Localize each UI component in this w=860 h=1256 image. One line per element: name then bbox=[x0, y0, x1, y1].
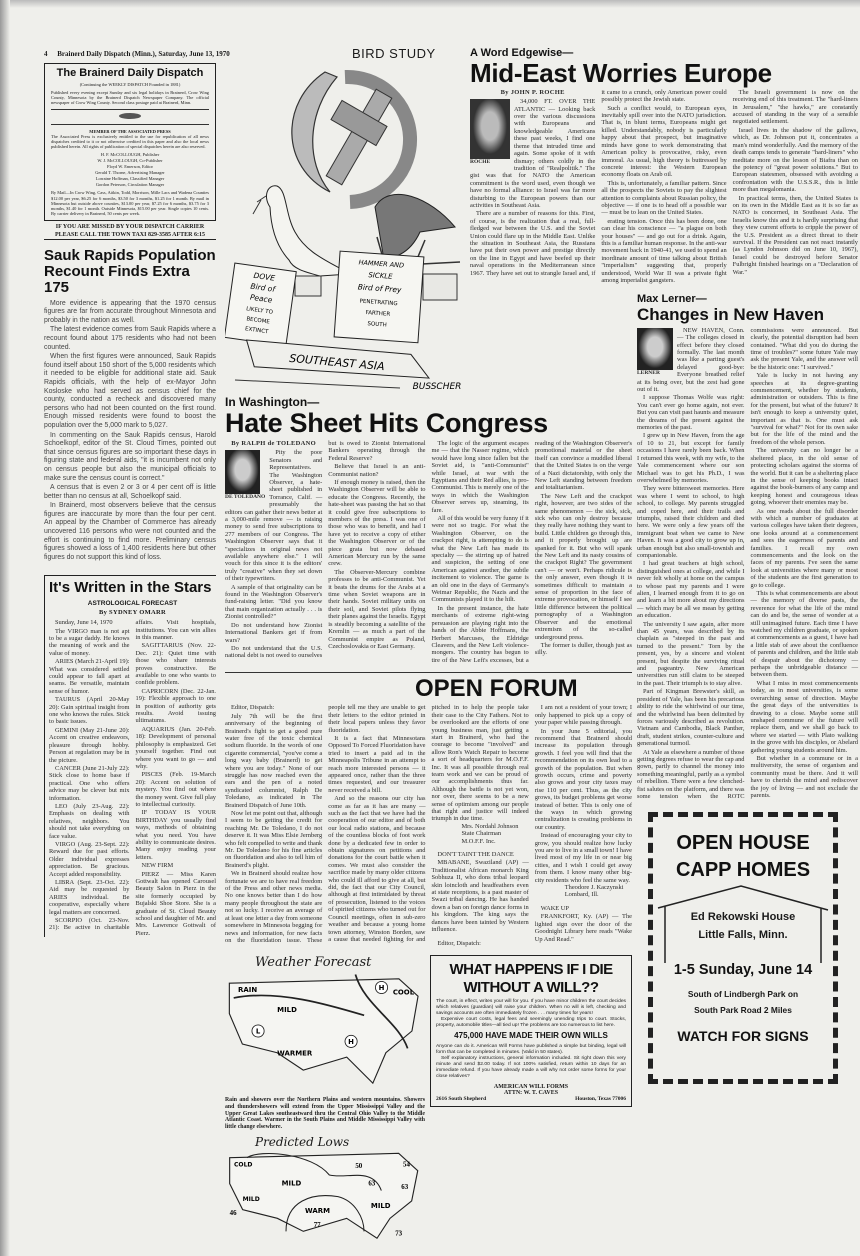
watch-for-signs: WATCH FOR SIGNS bbox=[677, 1027, 809, 1044]
open-house-line-2: CAPP HOMES bbox=[675, 859, 811, 882]
paragraph: GEMINI (May 21-June 20): Accent on creative endeavors, pleasure through hobby. Person at regulation may be in the picture. bbox=[49, 726, 130, 764]
hawk-sign-line: FARTHER bbox=[365, 310, 391, 318]
carrier-notice bbox=[44, 223, 216, 240]
paragraph: PIERZ — Miss Karen Gottwalt has opened Carousel Beauty Salon in Pierz in the site formerly occupied by Bujalski Shoe Store. She is a graduate of St. Cloud Beauty school and daughter of Mr. and Mrs. Lawrence Gottwalt of Pierz. bbox=[135, 870, 216, 937]
lows-label: COLD bbox=[234, 1161, 253, 1169]
paragraph: I am not a resident of your town; I only happened to pick up a copy of your paper while passing through. bbox=[534, 704, 632, 727]
will-headline-2: WITHOUT A WILL?? bbox=[463, 978, 599, 996]
olive-branch-shape bbox=[253, 196, 266, 214]
paragraph: SAGITTARIUS (Nov. 22-Dec. 21): Quiet time with those who share interests proves constructive. Be available to one who wants to confide problem. bbox=[135, 642, 216, 687]
open-house-date: 1-5 Sunday, June 14 bbox=[673, 962, 813, 979]
low-temp: 63 bbox=[368, 1180, 376, 1188]
staff-line: Lorraine Hoffman, Classified Manager bbox=[95, 176, 165, 182]
house-location: Little Falls, Minn. bbox=[698, 929, 788, 942]
paragraph: In your June 5 editorial, you recommend that Brainerd should increase its population through growth. I feel you will find that the recommendation on its own lead to a growth of the population. But when growth occurs, crime and poverty also grows and your city taxes may rise 110 per cent. Thus, as the city grows, its budget problems get worse instead of better. This is only one of the ways in which growing centralization is creating problems in our country. bbox=[534, 727, 632, 831]
editorial-cartoon bbox=[225, 62, 465, 392]
paragraph: In Brainerd, most observers believe that the census figures are inaccurate by more than the four per cent. An appeal by the Chamber of Commerce has already uncovered 116 persons who were not counted and the effort is continuing to find more. Preliminary census figures showed a loss of 1,400 residents here but other figures do not support this kind of loss. bbox=[44, 502, 216, 561]
paragraph: At Yale as elsewhere a number of those getting degrees refuse to wear the cap and gown, partly to channel the money into something meaningful, partly as a symbol of rebellion. There were a few clenched-fist salutes on the platform, and there was some tension when the ROTC commissions were announced. But clearly, the potential disruption had been contained. "What did you do during the time of troubles?" some future Yale may ask the present Yale, and the answer will be the historic one: "I survived." bbox=[637, 326, 858, 800]
low-temp: 77 bbox=[313, 1221, 321, 1229]
stars-headline: It's Written in the Stars bbox=[49, 579, 212, 597]
will-subhead: 475,000 HAVE MADE THEIR OWN WILLS bbox=[454, 1031, 608, 1041]
lows-title: Predicted Lows bbox=[255, 1134, 350, 1149]
lerner-photo-block bbox=[637, 328, 673, 376]
dove-sign-line: LIKELY TO bbox=[245, 306, 274, 316]
bottom-row bbox=[225, 955, 632, 1245]
hawk-sign-line: SOUTH bbox=[367, 321, 387, 329]
paragraph: CANCER (June 21-July 22): Stick close to home base if practical. One who offers advice may be clever but mix information. bbox=[49, 764, 130, 802]
dove-sign-line: Peace bbox=[249, 292, 273, 305]
paragraph: FRANKFORT, Ky. (AP) — The lighted sign over the door of the Goodnight Library here reads "Wake Up And Read." bbox=[534, 913, 632, 943]
forum-headline: OPEN FORUM bbox=[415, 675, 578, 703]
dove-sign-line: Bird of bbox=[249, 281, 276, 294]
roche-photo bbox=[470, 99, 510, 159]
paragraph: The VIRGO man is not apt to be a sugar daddy. He knows the meaning of work and the value of money. bbox=[49, 627, 130, 657]
map-label: MILD bbox=[277, 1005, 297, 1014]
rates: By Mail—In Crow Wing, Cass, Aitkin, Todd, Morrison, Mille Lacs and Wadena Counties $12.00 per year, $6.25 for 6 months, $3.50 for 3 months, $1.25 for 1 month. By mail in Minnesota but outside above counties, $13.00 per year, $7.25 for 6 months, $3.75 for 3 months, $1.40 for 1 month. Outside Minnesota, $15.00 per year. Single copies 10 cents. By carrier delivery in Brainerd, 50 cents per week. bbox=[51, 190, 209, 217]
paragraph: The university can no longer be a sheltered place, in the old sense of protecting scholars against the storms of the world. But it can be a sheltering place in the sense of keeping books intact against the book-burners of any camp and keeping honest and courageous ideas going, whoever their enemies may be. bbox=[750, 447, 858, 507]
sauk-headline-2: Recount Finds Extra 175 bbox=[44, 263, 190, 296]
paragraph: AQUARIUS (Jan. 20-Feb. 18): Development of personal philosophy is emphasized. Get yourself together. Find out where you want to go — and why. bbox=[135, 725, 216, 770]
lerner-body bbox=[637, 327, 858, 801]
paragraph: Believe that Israel is an anti-Communist nation? bbox=[328, 463, 426, 478]
dove-sign-line: BECOME bbox=[245, 316, 271, 326]
lows-label: MILD bbox=[370, 1201, 391, 1210]
staff-list bbox=[51, 152, 209, 188]
masthead-box bbox=[44, 63, 216, 221]
paragraph: As one reads about the full disorder with which a number of graduates at various colleges have taken their degrees, one looks around at a commencement and sees the eagerness of parents and families. I recall my own commencements and the look on the faces of my parents. I've seen the same look at universities where many or most of the students are the first generation to go to college. bbox=[750, 507, 858, 589]
mideast-body bbox=[470, 89, 858, 285]
paragraph: SCORPIO (Oct. 23-Nov. 21): Be active in charitable affairs. Visit hospitals, institutions. You can win allies in this manner. bbox=[49, 619, 216, 932]
paragraph: We in Brainerd should realize how fortunate we are to have real freedom of the Press and other news media. No one knows better than I do how many people throughout the state are not so lucky. I receive an average of at least one letter a day from someone somewhere in Minnesota begging for news and information, for new facts on the fluoridation issue. These people tell me they are unable to get their letters to the editor printed in their local papers unless they favor fluoridation. bbox=[225, 704, 426, 944]
lerner-kicker: Max Lerner— bbox=[637, 293, 707, 306]
scan-left-edge bbox=[0, 0, 10, 1256]
dove-sign-line: EXTINCT bbox=[244, 326, 269, 336]
map-label: RAIN bbox=[238, 985, 258, 994]
sauk-headline-1: Sauk Rapids Population bbox=[44, 247, 216, 265]
paragraph: Israel lives in the shadow of the gallows, which, as Dr. Johnson put it, concentrates a man's mind wonderfully. And the memory of the death camps tends to generate "hard-liners" who meditate more on the lesson of Biafra than on the potency of "great power solutions." But to European statesmen, obsessed with avoiding a confrontation with the U.S.S.R., this is little more than megalomania. bbox=[732, 126, 858, 194]
lows-map bbox=[225, 1149, 425, 1240]
hawk-shape bbox=[375, 194, 455, 257]
low-temp: 54 bbox=[403, 1161, 410, 1169]
paragraph: The latest evidence comes from Sauk Rapids where a recount found about 175 residents who had not been counted. bbox=[44, 326, 216, 351]
paragraph: Do not understand how Zionist International Bankers get if from wars? bbox=[225, 621, 323, 644]
staff-line: H. F. McCOLLOUGH, Publisher bbox=[100, 152, 160, 158]
hawk-sign-line: PENETRATING bbox=[359, 298, 398, 308]
lerner-article bbox=[637, 294, 858, 800]
paragraph: LEO (July 23-Aug. 22): Emphasis on dealing with relatives, neighbors. You should not take everything on face value. bbox=[49, 802, 130, 840]
dove-sign-line: DOVE bbox=[252, 270, 276, 283]
will-address-row bbox=[436, 1096, 626, 1102]
mideast-article bbox=[470, 48, 858, 284]
paragraph: WAKE UP bbox=[540, 904, 569, 912]
scan-edge bbox=[0, 0, 860, 8]
paragraph: Instead of encouraging your city to grow, you should realize how lucky you are to live in a small town! I have lived most of my life in or near big cities, and I wish I could get away from them. I know many other big-city residents who feel the same way. bbox=[534, 832, 632, 884]
hawk-perch bbox=[423, 274, 457, 300]
mideast-headline: Mid-East Worries Europe bbox=[470, 57, 772, 88]
high-pressure-icon: H bbox=[348, 1037, 354, 1046]
toledano-caption: DE TOLEDANO bbox=[225, 494, 266, 501]
paragraph: NEW HAVEN, Conn. — The colleges closed in effect before they closed formally. The last month was like a parting guest's delayed good-bye: Everyone breathed relief at its being over, but the zest had gone out of it. bbox=[637, 326, 745, 394]
will-address: 2616 South Shepherd bbox=[436, 1095, 487, 1102]
lows-label: MILD bbox=[242, 1195, 260, 1203]
paragraph: In the present instance, the hate merchants of extreme right-wing persuasion are playing right into the hands of the Abbie Hoffmans, the Herbert Marcuses, the Eldridge Cleavers, and the New Left violence-mongers. The country has begun to tire of the New Left's excesses, but a reading of the Washington Observer's promotional material or the sheet itself can convince a muddled liberal that the United States is on the verge of a Nazi dictatorship, with only the New Left standing between freedom and totalitarianism. bbox=[431, 439, 632, 664]
ap-note: The Associated Press is exclusively entitled to the use for republication of all news dispatches credited to it or not otherwise credited in this paper and also the local news published herein. All rights of publication of special dispatches herein are also reserved. bbox=[51, 133, 209, 150]
roche-caption: ROCHE bbox=[470, 159, 491, 166]
house-name: Ed Rekowski House bbox=[690, 911, 796, 924]
carrier-notice-line-1: IF YOU ARE MISSED BY YOUR DISPATCH CARRIER bbox=[55, 224, 205, 231]
lows-label: MILD bbox=[281, 1179, 302, 1188]
signature-line: Lombard, Ill. bbox=[564, 891, 599, 899]
letter-signature bbox=[535, 884, 632, 899]
house-outline bbox=[653, 883, 833, 963]
will-para: The court, in effect, writes your will for you. If you have minor children the court decides which relatives (guardian) will raise your children. When no will is left, checking and savings accounts are often immediately frozen . . . many times for years! bbox=[436, 999, 626, 1017]
mideast-byline: By JOHN P. ROCHE bbox=[500, 88, 565, 96]
publish-note: Published every evening except Sunday and six legal holidays in Brainerd, Crow Wing County, Minnesota by the Brainerd Dispatch Newspaper Company. The official newspaper of Crow Wing County. Second class postage paid at Brainerd, Minn. bbox=[51, 89, 209, 106]
section-label: BIRD STUDY bbox=[352, 46, 436, 61]
hate-body bbox=[225, 440, 632, 664]
open-house-line-1: OPEN HOUSE bbox=[676, 832, 810, 855]
member-ap: MEMBER OF THE ASSOCIATED PRESS bbox=[89, 128, 171, 134]
toledano-photo-block bbox=[225, 450, 265, 500]
signature-line: State Chairman bbox=[461, 830, 502, 838]
staff-line: W. J. McCOLLOUGH, Co-Publisher bbox=[97, 158, 163, 164]
paragraph: What I miss in most commencements today, as in most universities, is some overarching sense of direction. Maybe the great days of the universities is drawing to a close. Maybe some still unshaped commune of the future will replace them, and we shall go back to where we started — with Plato walking in the grove with his disciples, or Abelard gathering young students around him. bbox=[750, 679, 858, 754]
staff-line: Floyd W. Emerson, Editor bbox=[107, 164, 153, 170]
hawk-sign bbox=[334, 251, 424, 343]
paragraph: VIRGO (Aug. 23-Sept. 22): Reward due for past efforts. Older individual expresses appreciation. Be gracious. Accept added responsibility. bbox=[49, 840, 130, 878]
low-temp: 63 bbox=[401, 1183, 409, 1191]
paragraph: TAURUS (April 20-May 20): Gain spiritual insight from one who knows the rules. Stick to basic issues. bbox=[49, 696, 130, 726]
paragraph: But whether in a commune or in a multiversity, the sense of organism and community must be there. And it will have to cherish the mind and rediscover the joy of living — and not exclude the parents. bbox=[750, 754, 858, 799]
dove-sign bbox=[225, 263, 296, 346]
southeast-asia-base bbox=[244, 340, 431, 382]
masthead-title: The Brainerd Daily Dispatch bbox=[56, 67, 204, 79]
map-label: WARMER bbox=[277, 1049, 313, 1058]
paragraph: A sample of that originality can be found in the Washington Observer's fund-raising letter. "Did you know that main organization actually . . . is Zionist controlled?" bbox=[225, 583, 323, 621]
hawk-sign-line: Bird of Prey bbox=[357, 282, 402, 295]
low-pressure-icon: L bbox=[255, 1027, 261, 1036]
brief bbox=[535, 905, 632, 943]
will-city: Houston, Texas 77006 bbox=[575, 1095, 626, 1102]
paragraph: NEW FIRM bbox=[141, 862, 174, 870]
paragraph: Editor, Dispatch: bbox=[231, 704, 275, 712]
roche-photo-block bbox=[470, 99, 510, 165]
lerner-caption: LERNER bbox=[637, 369, 660, 376]
dove-shape bbox=[266, 186, 350, 276]
lows-label: WARM bbox=[305, 1207, 330, 1216]
low-temp: 50 bbox=[355, 1162, 363, 1170]
paragraph: There are a number of reasons for this. First, of course, is the realization that a real, full-fledged war between the U.S. and the Soviet Union could flare up in the Middle East. Unlike the situation in Southeast Asia, the Russians have put their own power and prestige directly on the line in Egypt and have beefed up their naval operations in the Mediterranean since 1967. They have set out to strangle Israel and, if it came to a crunch, only American power could possibly protect the Jewish state. bbox=[470, 88, 727, 277]
hammer-shape bbox=[326, 89, 392, 185]
will-para: Anyone can do it. American Will Forms have published a simple but binding, legal will form that can be completed in minutes. (Valid in 50 states). bbox=[436, 1043, 626, 1055]
paragraph: When the first figures were announced, Sauk Rapids found itself about 150 short of the 5,000 residents which it needed to be eligible for additional state aid. Sauk Rapids officials, with the help of ex-Mayor John Kosloske who had served as census chief for the county, conducted a recheck and discovered many persons who had not been counted on the first round. Enough missed residents were found to boost the population over the 5,000 mark to 5,027. bbox=[44, 353, 216, 429]
hate-article bbox=[225, 396, 632, 664]
stars-body bbox=[49, 619, 216, 937]
weather-title: Weather Forecast bbox=[255, 954, 372, 970]
stars-subhead: ASTROLOGICAL FORECAST bbox=[87, 600, 178, 608]
hawk-sign-line: SICKLE bbox=[368, 271, 393, 281]
middle-column bbox=[225, 396, 632, 1245]
weather-forecast bbox=[225, 955, 425, 1245]
paragraph: PISCES (Feb. 19-March 20): Accent on solution of mystery. You find out where the money went. Give full play to intellectual curiosity. bbox=[135, 771, 216, 808]
paragraph: July 7th will be the first anniversary of the beginning of Brainerd's fight to get a good pure water free of the toxic chemical sodium fluoride. In the words of one cigarette commercial, "you've come a long way baby (Brainerd) to get where you are today." None of our struggle has now reached even the ears and the pen of a noted syndicated columnist, Ralph De Toledano, as indicated in The Brainerd Dispatch of June 10th. bbox=[225, 712, 323, 809]
base-label: SOUTHEAST ASIA bbox=[288, 351, 386, 374]
forum-body bbox=[225, 704, 632, 947]
paragraph: They were bittersweet memories. Here was where I went to school, to high school, to college. My parents struggled and coped here, and their trails and triumphs, raised their children and died here. We were only a few years off the immigrant boat when we came to New Haven. It was a good city to grow up in, urban enough but also small-townish and companionable. bbox=[637, 485, 745, 559]
stars-byline: By SYDNEY OMARR bbox=[98, 609, 167, 617]
lerner-photo bbox=[637, 328, 673, 370]
carrier-notice-line-2: PLEASE CALL THE TOWN TAXI 829-3585 AFTER 6:15 bbox=[55, 232, 205, 239]
paragraph: Part of Kingman Brewster's skill, as president of Yale, has been his precarious ability to ride the whirlwind of our time, and the whirlwind has been delimited by forces variously described as revolution. Vietnam and Cambodia, Black Panther, draft, student strikes, counter-culture and generational turmoil. bbox=[637, 688, 745, 748]
paragraph: I had great teachers at high school, distinguished ones at college, and while I never felt wholly at home on the campus to whose past my parents and I were alien, I learned enough from it to go on and learn a bit more about my directions — which may be all we mean by getting an education. bbox=[637, 560, 745, 620]
paragraph: More evidence is appearing that the 1970 census figures are far from accurate throughout Minnesota and probably in the nation as well. bbox=[44, 299, 216, 324]
paragraph: CAPRICORN (Dec. 22-Jan. 19): Flexible approach to one in position of authority gets results. Avoid issuing ultimatums. bbox=[135, 687, 216, 725]
paragraph: Pity the poor Senators and Representatives. The Washington Observer, a hate-sheet published in Torrance, Calif. — presumably the editors can gather their news better at a 3,000-mile remove — is raising money to send free subscriptions to 277 members of our Congress. The Washington Observer says that it "specializes in original news not available anywhere else." I will vouch for this since it is the editors' truly "creative" when they set down of their typewriters. bbox=[225, 449, 323, 583]
paragraph: The New Left and the crackpot right, however, are two sides of the same phenomenon — the sick, sick, sick who can only destroy because they really have nothing they want to build. Little children go through this, and it properly brought up are spanked for it. But who will spank the New Left and its nasty cousins of the crackpot Right? The government can't — or won't. Perhaps ridicule is the only answer, even though it is sometimes difficult to maintain a sense of proportion in the face of extreme provocation, or himself I see little difference between the political pornography of a Washington Observer and the emotional extremism of the so-called underground press. bbox=[534, 492, 632, 641]
ap-logo bbox=[51, 109, 209, 124]
will-headline-1: WHAT HAPPENS IF I DIE bbox=[449, 960, 613, 978]
letter-signature bbox=[432, 823, 529, 845]
hawk-sign-line: HAMMER AND bbox=[358, 258, 405, 270]
signature-line: M.O.F.F. Inc. bbox=[461, 837, 496, 845]
forum-rule bbox=[225, 672, 632, 673]
page-number: 4 bbox=[44, 50, 48, 58]
low-temp: 73 bbox=[395, 1230, 403, 1238]
paragraph: All of this would be very funny if it were not so tragic. For what the Washington Observer, on the crackpot right, is attempting to do is what the New Left has made its specialty — the stirring up of hatred and suspicion, the setting of one American against another, the subtle incitement to violence. The game is an old one in the days of Germany's Weimar Republic, the Nazis and the Communists played it to the hilt. bbox=[431, 515, 529, 604]
masthead-subtitle: (Continuing the WEEKLY DISPATCH Founded in 1881) bbox=[79, 81, 181, 87]
paragraph: MBABANE, Swaziland (AP) — Traditionalist African monarch King Sobhuza II, who dons tribal leopard skin loincloth and headfeathers even at state receptions, is a past master of Swazi tribal dancing. He has handed down a ban on foreign dance forms in his kingdom. The king says the dances have been tainted by Western influence. bbox=[431, 859, 529, 934]
paragraph: The former is duller, though just as silly. bbox=[534, 641, 632, 657]
lerner-headline: Changes in New Haven bbox=[637, 304, 825, 324]
open-house-ad bbox=[648, 812, 838, 1084]
paragraph: It is a fact that Minnesotans Opposed To Forced Fluoridation have tried to insert a paid ad in the Minneapolis Tribune in an attempt to reach more interested persons — it appeared once, rather than the three times requested, and our treasurer never received a bill. bbox=[328, 734, 426, 794]
hate-byline: By RALPH de TOLEDANO bbox=[231, 439, 316, 447]
sauk-article bbox=[44, 248, 216, 563]
paragraph: And so the reasons our city has come as far as it has are many — such as the fact that we have had the cooperation of our editor and of both our local radio stations, and because of the countless blocks of foot work done by a dedicated few in order to obtain signatures on petitions and donations for the court battle when it comes. We must also consider the sacrifice made by many older citizens who could ill afford to give at all, but did, the fact that our City Council, although at first intimidated by threat of prosecution, listened to the voices of spirited citizens who turned out for Council meetings, often in sub-zero weather and because a young home town attorney, Winston Borden, saw a cause that needed fighting for and pitched in to help the people take their case to the City Fathers. Not to be overlooked are the efforts of one young business man, just getting a start in Brainerd, who had the courage to become "involved" and allow Ron's Watch Repair to become a sort of headquarters for M.O.F.F. Inc. It was all possible through real team work and we can be proud of our accomplishments thus far. Although the battle is not yet won, nor over, there seems to be a new sense of optimism among our people that right and justice will indeed triumph in due time. bbox=[328, 704, 529, 943]
paragraph: IF TODAY IS YOUR BIRTHDAY you usually find ways, methods of obtaining what you need. You have ability to communicate desires. Many enjoy reading your letters. bbox=[135, 809, 216, 861]
will-para: Expensive court costs, legal fees and seemingly unending trips to court. Stocks, property, automobile titles—all tied up! The problems are too numerous to list here. bbox=[436, 1017, 626, 1029]
directions-1: South of Lindbergh Park on bbox=[687, 988, 799, 999]
paragraph: Now let me point out that, although I seem to be getting the credit for reaching Mr. De Toledano, I do not deserve it. It was Miss Elsie Jernberg who felt compelled to write and thank Mr. De Toledano for his fine articles on fluoridation and also to tell him of Brainerd's plight. bbox=[225, 810, 323, 869]
sauk-body bbox=[44, 300, 216, 563]
will-attn: ATTN: W. T. CAVES bbox=[503, 1089, 559, 1096]
paragraph: ARIES (March 21-April 19): What was considered settled could appear to fall apart at seams. Be versatile, maintain sense of humor. bbox=[49, 658, 130, 695]
paragraph: DON'T TAINT THE DANCE bbox=[437, 851, 514, 859]
forecast-map bbox=[225, 970, 425, 1092]
paragraph: LIBRA (Sept. 23-Oct. 22): Aid may be requested by ARIES individual. Be cooperative, especially where legal matters are concerned. bbox=[49, 879, 130, 916]
paragraph: A census that is even 2 or 3 or 4 per cent off is little better than no census at all, Schoelkopf said. bbox=[44, 484, 216, 500]
brief bbox=[432, 851, 529, 933]
map-label: COOL bbox=[392, 988, 415, 997]
will-ad bbox=[430, 955, 632, 1107]
paragraph: Yale is lucky in not having any speeches at its degree-granting commencement, whether by students, administration or outsiders. This is fine for the present, but what of the future? It isn't enough to keep a university quiet, important as that is. One must ask "survival for what?" Not for its own sake but for the life of the mind and the freedom of the whole person. bbox=[750, 372, 858, 446]
hate-headline: Hate Sheet Hits Congress bbox=[225, 407, 548, 438]
will-company: AMERICAN WILL FORMS bbox=[493, 1083, 569, 1090]
dateline: Brainerd Daily Dispatch (Minn.), Saturday, June 13, 1970 bbox=[57, 50, 230, 58]
paragraph: If enough money is raised, then the Washington Observer will be able to educate the Congress. Recently, the hate-sheet was passing the hat so that it could give free subscriptions to members of the press. I was one of those who was to benefit, and had I have yet to receive a copy of either the Washington Observer or of the piece grata but now debased American Mercury run by the same crew. bbox=[328, 478, 426, 568]
paragraph: The Observer-Mercury combine professes to be anti-Communist. Yet it beats the drums for the Arabs at a time when Soviet weapons are in their hands. Soviet military units on their soil, and Soviet pilots flying their planes against the Israelis. Egypt is steadily becoming a satellite of the Kremlin — as much a part of the Communist empire as Poland, Czechoslovakia or East Germany. bbox=[328, 568, 426, 650]
stars-box bbox=[44, 575, 216, 937]
cartoonist-signature: BUSSCHER bbox=[412, 382, 462, 392]
weather-caption: Rain and showers over the Northern Plains and western mountains. Showers and thundershowers will extend from the Upper Mississippi Valley and the Upper Great Lakes southeastward thru the Central Ohio Valley to the Middle Atlantic Coast. Warmer in the South Plains and Middle Mississippi Valley with little change elsewhere. bbox=[225, 1096, 425, 1131]
paragraph: Do not understand that the U.S. national debt is not owed to ourselves but is owed to Zionist International Bankers operating through the Federal Reserve? bbox=[225, 439, 426, 660]
will-para: Self explanatory instructions, general information included. Sit right down this very minute and send $2.00 today. If not 100% satisfied, return within 10 days for an immediate refund. If you have already made a will why not order some forms for your close relatives? bbox=[436, 1055, 626, 1079]
paragraph: 34,000 FT. OVER THE ATLANTIC — Looking back over the various discussions with Europeans and knowledgeable Americans these past weeks, I find one theme that intruded time and again. Some spoke of it with dismay; others coldly in the tradition of "Realpolitik." The gist was that for NATO the American commitment is the word used, even though we have no formal alliance: to Israel was far more disturbing to the European powers than our activities in Southeast Asia. bbox=[470, 98, 596, 209]
hate-kicker: In Washington— bbox=[225, 395, 320, 409]
paragraph: In practical terms, then, the United States is on its own in the Middle East as it is so far as NATO is concerned, in Southeast Asia. The Israelis know this and it is hardly surprising that they view current efforts to cripple the power of the U.S. President as a direct threat to their survival. If the President can not react instantly (as Lyndon Johnson did on June 10, 1967), Israel could be destroyed before Senator Fulbright finished hearings on a "Declaration of War." bbox=[732, 194, 858, 276]
paragraph: The logic of the argument escapes me — that the Nasser regime, which would have long since fallen but the Soviet aid, is "anti-Communist" while Israel, at war with the Egyptians and their Red allies, is pro-Communist. This is merely one of the ways in which the Washington Observer serves up, steaming, its fare. bbox=[431, 439, 529, 514]
directions-2: South Park Road 2 Miles bbox=[694, 1004, 792, 1015]
high-pressure-icon: H bbox=[378, 984, 385, 993]
signature-line: Mrs. Nordahl Johnson bbox=[461, 822, 519, 830]
left-column bbox=[44, 63, 216, 937]
dove-perch bbox=[295, 276, 321, 296]
mideast-kicker: A Word Edgewise— bbox=[470, 47, 574, 59]
paragraph: This is what commencements are about — the memory of diverse pasts, the reverence for what the life of the mind can do and be, the sense of wonder at a still unimagined future. Each time I have watched my children graduate, or spoken at commencements as a guest, I have had a little stab of awe about the confluence of parents and children, and the little stab of despair about the dichotomy — perhaps the unbridgeable distance — between them. bbox=[750, 590, 858, 679]
paragraph: Editor, Dispatch: bbox=[437, 939, 481, 947]
signature-line: Theodore J. Kaczynski bbox=[564, 884, 624, 892]
paragraph: This is, unfortunately, a familiar pattern. Since all the prospects the Soviets to pay the slightest attention to complaints about Russian policy, the objective — if one is to head off a possible war — must be to lean on the United States. bbox=[601, 179, 727, 217]
paragraph: The Israeli government is now on the receiving end of this treatment. The "hard-liners in Jerusalem," "the hawks," are constantly accused of standing in the way of a sensible negotiated settlement. bbox=[732, 88, 858, 126]
paragraph: The university I saw again, after more than 45 years, was described by its chaplain as "steeped in the past and turned to the present." Torn by the present, yes, by a sincere and violent present, but despite the surviving ritual and pageantry. New American universities run still claim to be steeped in the past. Their triumph is to stay alive. bbox=[637, 620, 745, 687]
low-temp: 46 bbox=[229, 1209, 237, 1217]
paragraph: I grew up in New Haven, from the age of 10 to 21, but except for family occasions I have rarely been back. When I returned this week, with my wife, to the Yale commencement where our son Michael was to get his Ph.D., I was overwhelmed by memories. bbox=[637, 432, 745, 484]
paragraph: erating tension. Once this has been done, one can clear his conscience — "a plague on both your houses" — and go out for a drink. Again, this is a familiar human response. In the anti-war movement back in 1940-41, we used to spend an inordinate amount of time talking about British "imperialism" suggesting that, properly understood, World War II was a private fight among imperialist gangsters. bbox=[601, 217, 727, 284]
toledano-photo bbox=[225, 450, 260, 494]
staff-line: Gordon Peterson, Circulation Manager bbox=[95, 182, 165, 188]
paragraph: I suppose Thomas Wolfe was right: You can't ever go home again, not ever. But you can visit past haunts and measure the dreams of the present against the memories of the past. bbox=[637, 394, 745, 432]
folio bbox=[44, 50, 230, 58]
paragraph: Such a conflict would, to European eyes, inevitably spill over into the NATO jurisdiction. That is, in blunt terms, Europeans might get killed. Understandably, nobody is particularly happy about that prospect, but imaginative minds have gone to work demonstrating that American policy is provocative, risky, even immoral. As usual, high theory is buttressed by concrete interest: the Western European economy floats on Arab oil. bbox=[601, 104, 727, 179]
paragraph: Sunday, June 14, 1970 bbox=[55, 619, 113, 627]
paragraph: In commenting on the Sauk Rapids census, Harold Schoelkopf, editor of the St. Cloud Times, pointed out that since census figures are so important these days in figuring state and federal aids, "it is incumbent not only on census people but also the municipal officials to make sure the census count is correct." bbox=[44, 431, 216, 482]
staff-line: Gerald T. Thorne, Advertising Manager bbox=[95, 170, 165, 176]
